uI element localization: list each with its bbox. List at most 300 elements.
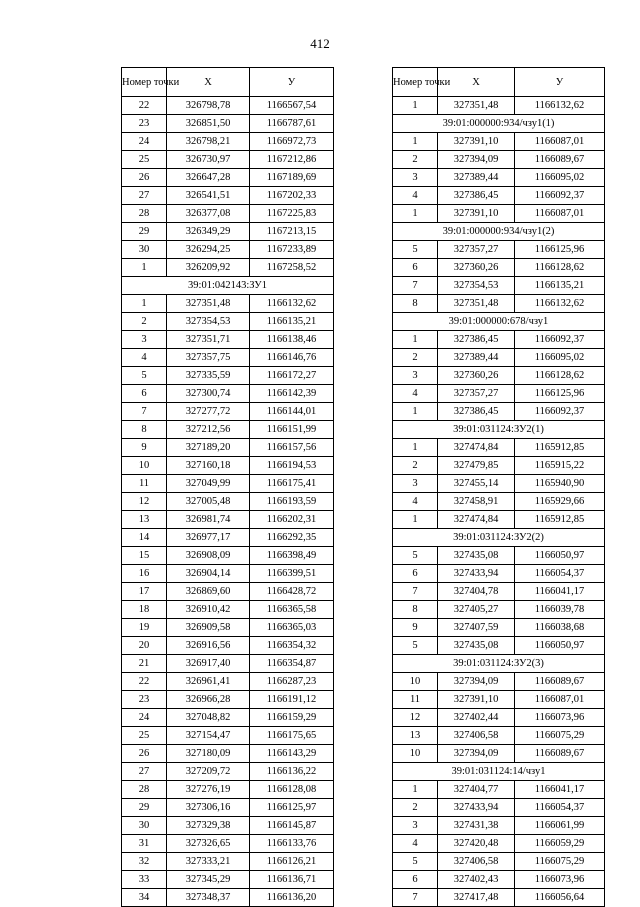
x-coordinate: 326349,29 [167, 223, 250, 241]
parcel-id: 39:01:000000:678/чзу1 [393, 313, 605, 331]
x-coordinate: 327049,99 [167, 475, 250, 493]
table-row [122, 421, 334, 439]
table-row [122, 151, 334, 169]
y-coordinate: 1166089,67 [515, 151, 605, 169]
point-number: 18 [122, 601, 167, 619]
point-number: 2 [122, 313, 167, 331]
table-row [122, 313, 334, 331]
y-coordinate: 1166354,87 [250, 655, 334, 673]
y-coordinate: 1166135,21 [515, 277, 605, 295]
point-number: 8 [393, 295, 438, 313]
x-coordinate: 327212,56 [167, 421, 250, 439]
x-coordinate: 326377,08 [167, 205, 250, 223]
table-row [393, 349, 605, 367]
y-coordinate: 1166135,21 [250, 313, 334, 331]
parcel-id: 39:01:031124:14/чзу1 [393, 763, 605, 781]
table-row [393, 511, 605, 529]
y-coordinate: 1166089,67 [515, 745, 605, 763]
table-row [122, 187, 334, 205]
table-row [122, 565, 334, 583]
y-coordinate: 1166073,96 [515, 871, 605, 889]
y-coordinate: 1166136,71 [250, 871, 334, 889]
x-coordinate: 327351,48 [167, 295, 250, 313]
point-number: 12 [122, 493, 167, 511]
x-header: Х [438, 68, 515, 97]
y-coordinate: 1166061,99 [515, 817, 605, 835]
y-coordinate: 1166128,08 [250, 781, 334, 799]
table-row [122, 385, 334, 403]
table-row [122, 655, 334, 673]
x-coordinate: 326961,41 [167, 673, 250, 691]
point-number: 6 [393, 871, 438, 889]
section-header-row [393, 313, 605, 331]
y-coordinate: 1166087,01 [515, 133, 605, 151]
y-coordinate: 1166095,02 [515, 169, 605, 187]
table-row [393, 205, 605, 223]
table-row [393, 475, 605, 493]
table-row [393, 583, 605, 601]
y-coordinate: 1165940,90 [515, 475, 605, 493]
x-coordinate: 327433,94 [438, 565, 515, 583]
x-coordinate: 327354,53 [167, 313, 250, 331]
y-coordinate: 1166089,67 [515, 673, 605, 691]
point-number: 29 [122, 223, 167, 241]
table-row [393, 151, 605, 169]
y-coordinate: 1165929,66 [515, 493, 605, 511]
x-coordinate: 327402,44 [438, 709, 515, 727]
table-row [122, 493, 334, 511]
table-row [393, 493, 605, 511]
table-row [393, 673, 605, 691]
table-row [122, 637, 334, 655]
x-coordinate: 327154,47 [167, 727, 250, 745]
table-row [122, 835, 334, 853]
x-coordinate: 327458,91 [438, 493, 515, 511]
point-number: 1 [393, 97, 438, 115]
table-row [393, 547, 605, 565]
point-number: 11 [393, 691, 438, 709]
x-coordinate: 326977,17 [167, 529, 250, 547]
point-number: 4 [122, 349, 167, 367]
x-coordinate: 327404,77 [438, 781, 515, 799]
table-row [393, 781, 605, 799]
table-row [393, 295, 605, 313]
table-row [393, 619, 605, 637]
point-number: 8 [393, 601, 438, 619]
y-coordinate: 1166354,32 [250, 637, 334, 655]
y-coordinate: 1166202,31 [250, 511, 334, 529]
y-coordinate: 1167233,89 [250, 241, 334, 259]
x-coordinate: 327005,48 [167, 493, 250, 511]
table-row [393, 835, 605, 853]
x-coordinate: 327406,58 [438, 727, 515, 745]
point-number-header: Номер точки [122, 68, 167, 97]
section-header-row [393, 421, 605, 439]
x-coordinate: 326981,74 [167, 511, 250, 529]
y-coordinate: 1165915,22 [515, 457, 605, 475]
x-coordinate: 326869,60 [167, 583, 250, 601]
y-coordinate: 1166054,37 [515, 799, 605, 817]
table-row [393, 799, 605, 817]
point-number: 22 [122, 97, 167, 115]
x-coordinate: 327357,75 [167, 349, 250, 367]
y-coordinate: 1167202,33 [250, 187, 334, 205]
point-number: 4 [393, 187, 438, 205]
y-coordinate: 1166128,62 [515, 367, 605, 385]
table-row [122, 349, 334, 367]
y-coordinate: 1166399,51 [250, 565, 334, 583]
point-number: 7 [393, 277, 438, 295]
x-coordinate: 327357,27 [438, 241, 515, 259]
point-number: 4 [393, 835, 438, 853]
point-number: 3 [122, 331, 167, 349]
x-coordinate: 327389,44 [438, 349, 515, 367]
page-number: 412 [310, 36, 330, 51]
point-number: 1 [393, 331, 438, 349]
point-number: 5 [393, 853, 438, 871]
point-number: 5 [393, 241, 438, 259]
coordinates-table-left [121, 67, 334, 907]
point-number: 7 [122, 403, 167, 421]
y-coordinate: 1166145,87 [250, 817, 334, 835]
y-coordinate: 1166125,96 [515, 385, 605, 403]
x-coordinate: 327433,94 [438, 799, 515, 817]
table-row [122, 583, 334, 601]
section-header-row [393, 115, 605, 133]
point-number: 23 [122, 115, 167, 133]
table-row [122, 799, 334, 817]
point-number: 30 [122, 817, 167, 835]
point-number: 14 [122, 529, 167, 547]
table-row [122, 331, 334, 349]
x-coordinate: 327435,08 [438, 547, 515, 565]
point-number: 17 [122, 583, 167, 601]
x-coordinate: 327348,37 [167, 889, 250, 907]
table-row [393, 403, 605, 421]
point-number: 22 [122, 673, 167, 691]
table-row [122, 781, 334, 799]
x-coordinate: 327209,72 [167, 763, 250, 781]
table-row [122, 763, 334, 781]
y-coordinate: 1166054,37 [515, 565, 605, 583]
point-number: 3 [393, 169, 438, 187]
point-number: 27 [122, 763, 167, 781]
y-coordinate: 1166125,97 [250, 799, 334, 817]
x-coordinate: 327389,44 [438, 169, 515, 187]
x-coordinate: 327345,29 [167, 871, 250, 889]
point-number: 31 [122, 835, 167, 853]
x-coordinate: 326916,56 [167, 637, 250, 655]
table-row [122, 529, 334, 547]
x-coordinate: 327386,45 [438, 187, 515, 205]
point-number: 1 [122, 259, 167, 277]
y-coordinate: 1166092,37 [515, 331, 605, 349]
x-coordinate: 327407,59 [438, 619, 515, 637]
point-number: 2 [393, 349, 438, 367]
y-coordinate: 1166365,58 [250, 601, 334, 619]
y-coordinate: 1166041,17 [515, 583, 605, 601]
point-number: 1 [393, 511, 438, 529]
point-number: 10 [393, 745, 438, 763]
table-row [122, 457, 334, 475]
point-number: 25 [122, 151, 167, 169]
y-coordinate: 1166050,97 [515, 547, 605, 565]
point-number: 6 [393, 259, 438, 277]
x-coordinate: 327306,16 [167, 799, 250, 817]
y-coordinate: 1166287,23 [250, 673, 334, 691]
point-number: 24 [122, 709, 167, 727]
y-header: У [515, 68, 605, 97]
y-coordinate: 1166193,59 [250, 493, 334, 511]
section-header-row [393, 655, 605, 673]
table-row [122, 259, 334, 277]
x-coordinate: 327276,19 [167, 781, 250, 799]
x-coordinate: 327360,26 [438, 259, 515, 277]
x-coordinate: 327394,09 [438, 673, 515, 691]
point-number: 26 [122, 745, 167, 763]
point-number: 3 [393, 367, 438, 385]
table-row [122, 727, 334, 745]
table-row [122, 601, 334, 619]
x-coordinate: 326798,78 [167, 97, 250, 115]
point-number: 20 [122, 637, 167, 655]
x-coordinate: 327351,48 [438, 97, 515, 115]
table-row [122, 889, 334, 907]
x-coordinate: 327391,10 [438, 133, 515, 151]
table-row [393, 565, 605, 583]
table-row [393, 709, 605, 727]
y-coordinate: 1166136,20 [250, 889, 334, 907]
point-number: 28 [122, 205, 167, 223]
x-coordinate: 327479,85 [438, 457, 515, 475]
table-row [122, 871, 334, 889]
x-coordinate: 327431,38 [438, 817, 515, 835]
point-number: 23 [122, 691, 167, 709]
x-coordinate: 327406,58 [438, 853, 515, 871]
point-number: 2 [393, 151, 438, 169]
point-number: 1 [393, 133, 438, 151]
table-row [393, 97, 605, 115]
point-number: 6 [393, 565, 438, 583]
y-coordinate: 1167225,83 [250, 205, 334, 223]
y-coordinate: 1166172,27 [250, 367, 334, 385]
parcel-id: 39:01:031124:ЗУ2(2) [393, 529, 605, 547]
y-coordinate: 1166151,99 [250, 421, 334, 439]
point-number: 10 [393, 673, 438, 691]
parcel-id: 39:01:000000:934/чзу1(1) [393, 115, 605, 133]
x-coordinate: 326851,50 [167, 115, 250, 133]
point-number: 12 [393, 709, 438, 727]
x-coordinate: 327300,74 [167, 385, 250, 403]
y-coordinate: 1166039,78 [515, 601, 605, 619]
y-coordinate: 1166398,49 [250, 547, 334, 565]
section-header-row [393, 223, 605, 241]
table-row [122, 709, 334, 727]
y-coordinate: 1166092,37 [515, 187, 605, 205]
section-header-row [122, 277, 334, 295]
table-row [393, 601, 605, 619]
x-coordinate: 327386,45 [438, 331, 515, 349]
table-row [122, 133, 334, 151]
y-coordinate: 1166041,17 [515, 781, 605, 799]
point-number: 13 [122, 511, 167, 529]
y-coordinate: 1166142,39 [250, 385, 334, 403]
y-coordinate: 1166292,35 [250, 529, 334, 547]
table-row [122, 295, 334, 313]
x-coordinate: 327329,38 [167, 817, 250, 835]
x-coordinate: 327351,71 [167, 331, 250, 349]
table-row [122, 673, 334, 691]
y-coordinate: 1166132,62 [515, 295, 605, 313]
point-number: 7 [393, 889, 438, 907]
x-coordinate: 326909,58 [167, 619, 250, 637]
x-coordinate: 327420,48 [438, 835, 515, 853]
x-coordinate: 327386,45 [438, 403, 515, 421]
y-coordinate: 1166133,76 [250, 835, 334, 853]
table-row [122, 241, 334, 259]
table-row [393, 637, 605, 655]
point-number: 34 [122, 889, 167, 907]
table-row [393, 691, 605, 709]
x-coordinate: 326908,09 [167, 547, 250, 565]
table-row [122, 367, 334, 385]
point-number: 30 [122, 241, 167, 259]
y-coordinate: 1166132,62 [515, 97, 605, 115]
x-coordinate: 327357,27 [438, 385, 515, 403]
x-coordinate: 327405,27 [438, 601, 515, 619]
point-number: 1 [393, 205, 438, 223]
parcel-id: 39:01:042143:ЗУ1 [122, 277, 334, 295]
table-row [122, 853, 334, 871]
y-coordinate: 1166787,61 [250, 115, 334, 133]
y-coordinate: 1166087,01 [515, 205, 605, 223]
y-coordinate: 1166038,68 [515, 619, 605, 637]
point-number: 2 [393, 799, 438, 817]
table-row [393, 853, 605, 871]
table-row [122, 169, 334, 187]
y-coordinate: 1167213,15 [250, 223, 334, 241]
y-coordinate: 1166126,21 [250, 853, 334, 871]
y-coordinate: 1166087,01 [515, 691, 605, 709]
x-coordinate: 326917,40 [167, 655, 250, 673]
point-number: 8 [122, 421, 167, 439]
y-coordinate: 1166144,01 [250, 403, 334, 421]
y-coordinate: 1167258,52 [250, 259, 334, 277]
point-number-header: Номер точки [393, 68, 438, 97]
y-coordinate: 1166143,29 [250, 745, 334, 763]
x-coordinate: 327048,82 [167, 709, 250, 727]
x-coordinate: 327351,48 [438, 295, 515, 313]
table-row [122, 475, 334, 493]
point-number: 26 [122, 169, 167, 187]
table-row [393, 457, 605, 475]
point-number: 6 [122, 385, 167, 403]
point-number: 4 [393, 493, 438, 511]
x-coordinate: 327189,20 [167, 439, 250, 457]
y-coordinate: 1166157,56 [250, 439, 334, 457]
x-coordinate: 326294,25 [167, 241, 250, 259]
section-header-row [393, 529, 605, 547]
x-coordinate: 326647,28 [167, 169, 250, 187]
point-number: 11 [122, 475, 167, 493]
y-coordinate: 1166056,64 [515, 889, 605, 907]
coordinates-table-right [392, 67, 605, 907]
x-coordinate: 327404,78 [438, 583, 515, 601]
table-row [122, 619, 334, 637]
y-coordinate: 1166092,37 [515, 403, 605, 421]
table-row [122, 817, 334, 835]
y-coordinate: 1166132,62 [250, 295, 334, 313]
table-row [393, 871, 605, 889]
x-coordinate: 326541,51 [167, 187, 250, 205]
table-row [393, 745, 605, 763]
point-number: 24 [122, 133, 167, 151]
y-coordinate: 1166428,72 [250, 583, 334, 601]
point-number: 29 [122, 799, 167, 817]
table-row [393, 367, 605, 385]
y-header: У [250, 68, 334, 97]
table-row [393, 889, 605, 907]
table-header-row [393, 68, 605, 97]
table-row [122, 745, 334, 763]
table-row [393, 277, 605, 295]
x-coordinate: 327360,26 [438, 367, 515, 385]
table-row [393, 385, 605, 403]
x-coordinate: 326730,97 [167, 151, 250, 169]
x-coordinate: 326904,14 [167, 565, 250, 583]
table-row [393, 727, 605, 745]
point-number: 13 [393, 727, 438, 745]
table-row [393, 169, 605, 187]
x-coordinate: 327402,43 [438, 871, 515, 889]
point-number: 1 [393, 403, 438, 421]
table-row [122, 223, 334, 241]
table-row [122, 403, 334, 421]
x-coordinate: 327474,84 [438, 511, 515, 529]
point-number: 21 [122, 655, 167, 673]
x-header: Х [167, 68, 250, 97]
y-coordinate: 1165912,85 [515, 439, 605, 457]
table-row [393, 439, 605, 457]
point-number: 9 [122, 439, 167, 457]
point-number: 5 [122, 367, 167, 385]
point-number: 16 [122, 565, 167, 583]
y-coordinate: 1166125,96 [515, 241, 605, 259]
y-coordinate: 1166095,02 [515, 349, 605, 367]
x-coordinate: 327394,09 [438, 745, 515, 763]
y-coordinate: 1166138,46 [250, 331, 334, 349]
x-coordinate: 326209,92 [167, 259, 250, 277]
point-number: 19 [122, 619, 167, 637]
y-coordinate: 1166159,29 [250, 709, 334, 727]
y-coordinate: 1166194,53 [250, 457, 334, 475]
point-number: 1 [122, 295, 167, 313]
point-number: 1 [393, 439, 438, 457]
point-number: 27 [122, 187, 167, 205]
point-number: 7 [393, 583, 438, 601]
y-coordinate: 1166075,29 [515, 727, 605, 745]
y-coordinate: 1166191,12 [250, 691, 334, 709]
point-number: 25 [122, 727, 167, 745]
x-coordinate: 327391,10 [438, 205, 515, 223]
point-number: 1 [393, 781, 438, 799]
x-coordinate: 327335,59 [167, 367, 250, 385]
parcel-id: 39:01:031124:ЗУ2(1) [393, 421, 605, 439]
y-coordinate: 1166567,54 [250, 97, 334, 115]
x-coordinate: 327333,21 [167, 853, 250, 871]
point-number: 5 [393, 637, 438, 655]
table-row [393, 187, 605, 205]
